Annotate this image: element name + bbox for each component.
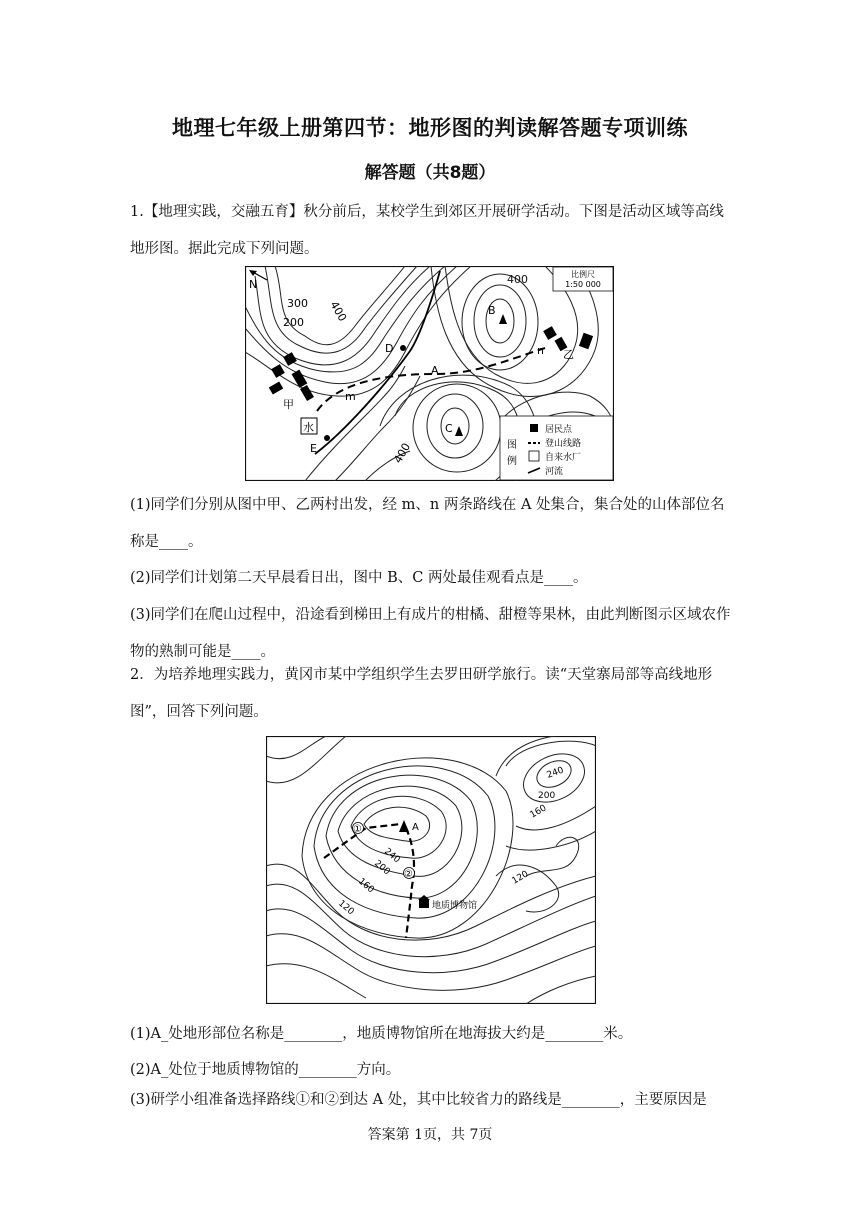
route-2-label: ②	[404, 869, 413, 880]
contour-label: 120	[336, 898, 356, 918]
point-label-c: C	[445, 422, 453, 435]
route-1-label: ①	[353, 824, 362, 835]
contour-label: 300	[287, 297, 308, 310]
contour-label: 240	[545, 765, 566, 781]
legend-item-village: 居民点	[545, 425, 573, 435]
village-label-yi: 乙	[563, 348, 574, 361]
section-heading: 解答题（共8题）	[364, 163, 496, 183]
village-label-jia: 甲	[283, 398, 294, 411]
contour-label: 160	[356, 876, 376, 896]
scale-title: 比例尺	[571, 270, 595, 279]
question-2-intro: 2．为培养地理实践力，黄冈市某中学组织学生去罗田研学旅行。读“天堂寨局部等高线地形图”，回答下列问题。	[130, 667, 713, 720]
contour-label: 400	[327, 299, 350, 324]
contour-label: 200	[538, 791, 556, 801]
point-label-n: n	[537, 344, 544, 357]
question-1-sub2: (2)同学们计划第二天早晨看日出，图中 B、C 两处最佳观看点是____。	[130, 570, 588, 586]
north-label: N	[249, 278, 258, 291]
legend-item-route: 登山线路	[545, 439, 582, 449]
point-label-b: B	[488, 304, 496, 317]
contour-label: 120	[510, 869, 531, 887]
question-2-sub3: (3)研学小组准备选择路线①和②到达 A 处，其中比较省力的路线是________，主要原因是	[130, 1092, 707, 1108]
contour-label: 240	[382, 846, 402, 866]
point-label-e: E	[310, 442, 317, 455]
waterworks-icon: 水	[303, 421, 314, 434]
contour-label: 400	[391, 440, 414, 466]
question-1-sub1: (1)同学们分别从图中甲、乙两村出发，经 m、n 两条路线在 A 处集合，集合处的山体部位名称是____。	[130, 497, 725, 550]
point-label-a: A	[431, 364, 439, 377]
page-title: 地理七年级上册第四节：地形图的判读解答题专项训练	[172, 116, 688, 140]
legend-title: 图	[507, 440, 517, 451]
contour-label: 400	[507, 273, 528, 286]
point-label-m: m	[345, 390, 356, 403]
summit-label: A	[412, 822, 419, 833]
page-footer: 答案第 1页，共 7页	[367, 1127, 493, 1143]
contour-label: 200	[372, 858, 392, 878]
contour-label: 200	[283, 316, 304, 329]
question-1-intro: 1.【地理实践，交融五育】秋分前后，某校学生到郊区开展研学活动。下图是活动区域等高线地形图。据此完成下列问题。	[130, 204, 724, 257]
question-2-sub2: (2)A_处位于地质博物馆的________方向。	[130, 1062, 401, 1078]
legend-title: 例	[507, 456, 517, 467]
scale-value: 1:50 000	[565, 280, 601, 289]
legend-item-waterworks: 自来水厂	[545, 453, 582, 463]
question-2-sub1: (1)A_处地形部位名称是________，地质博物馆所在地海拔大约是________米。	[130, 1026, 633, 1042]
point-label-d: D	[385, 342, 394, 355]
contour-label: 160	[528, 803, 549, 821]
topographic-map-1	[245, 266, 614, 481]
legend-item-river: 河流	[545, 467, 564, 477]
topographic-map-2	[266, 736, 596, 1004]
question-1-sub3: (3)同学们在爬山过程中，沿途看到梯田上有成片的柑橘、甜橙等果林，由此判断图示区域农作物的熟制可能是____。	[130, 607, 731, 660]
museum-label: 地质博物馆	[432, 901, 478, 911]
